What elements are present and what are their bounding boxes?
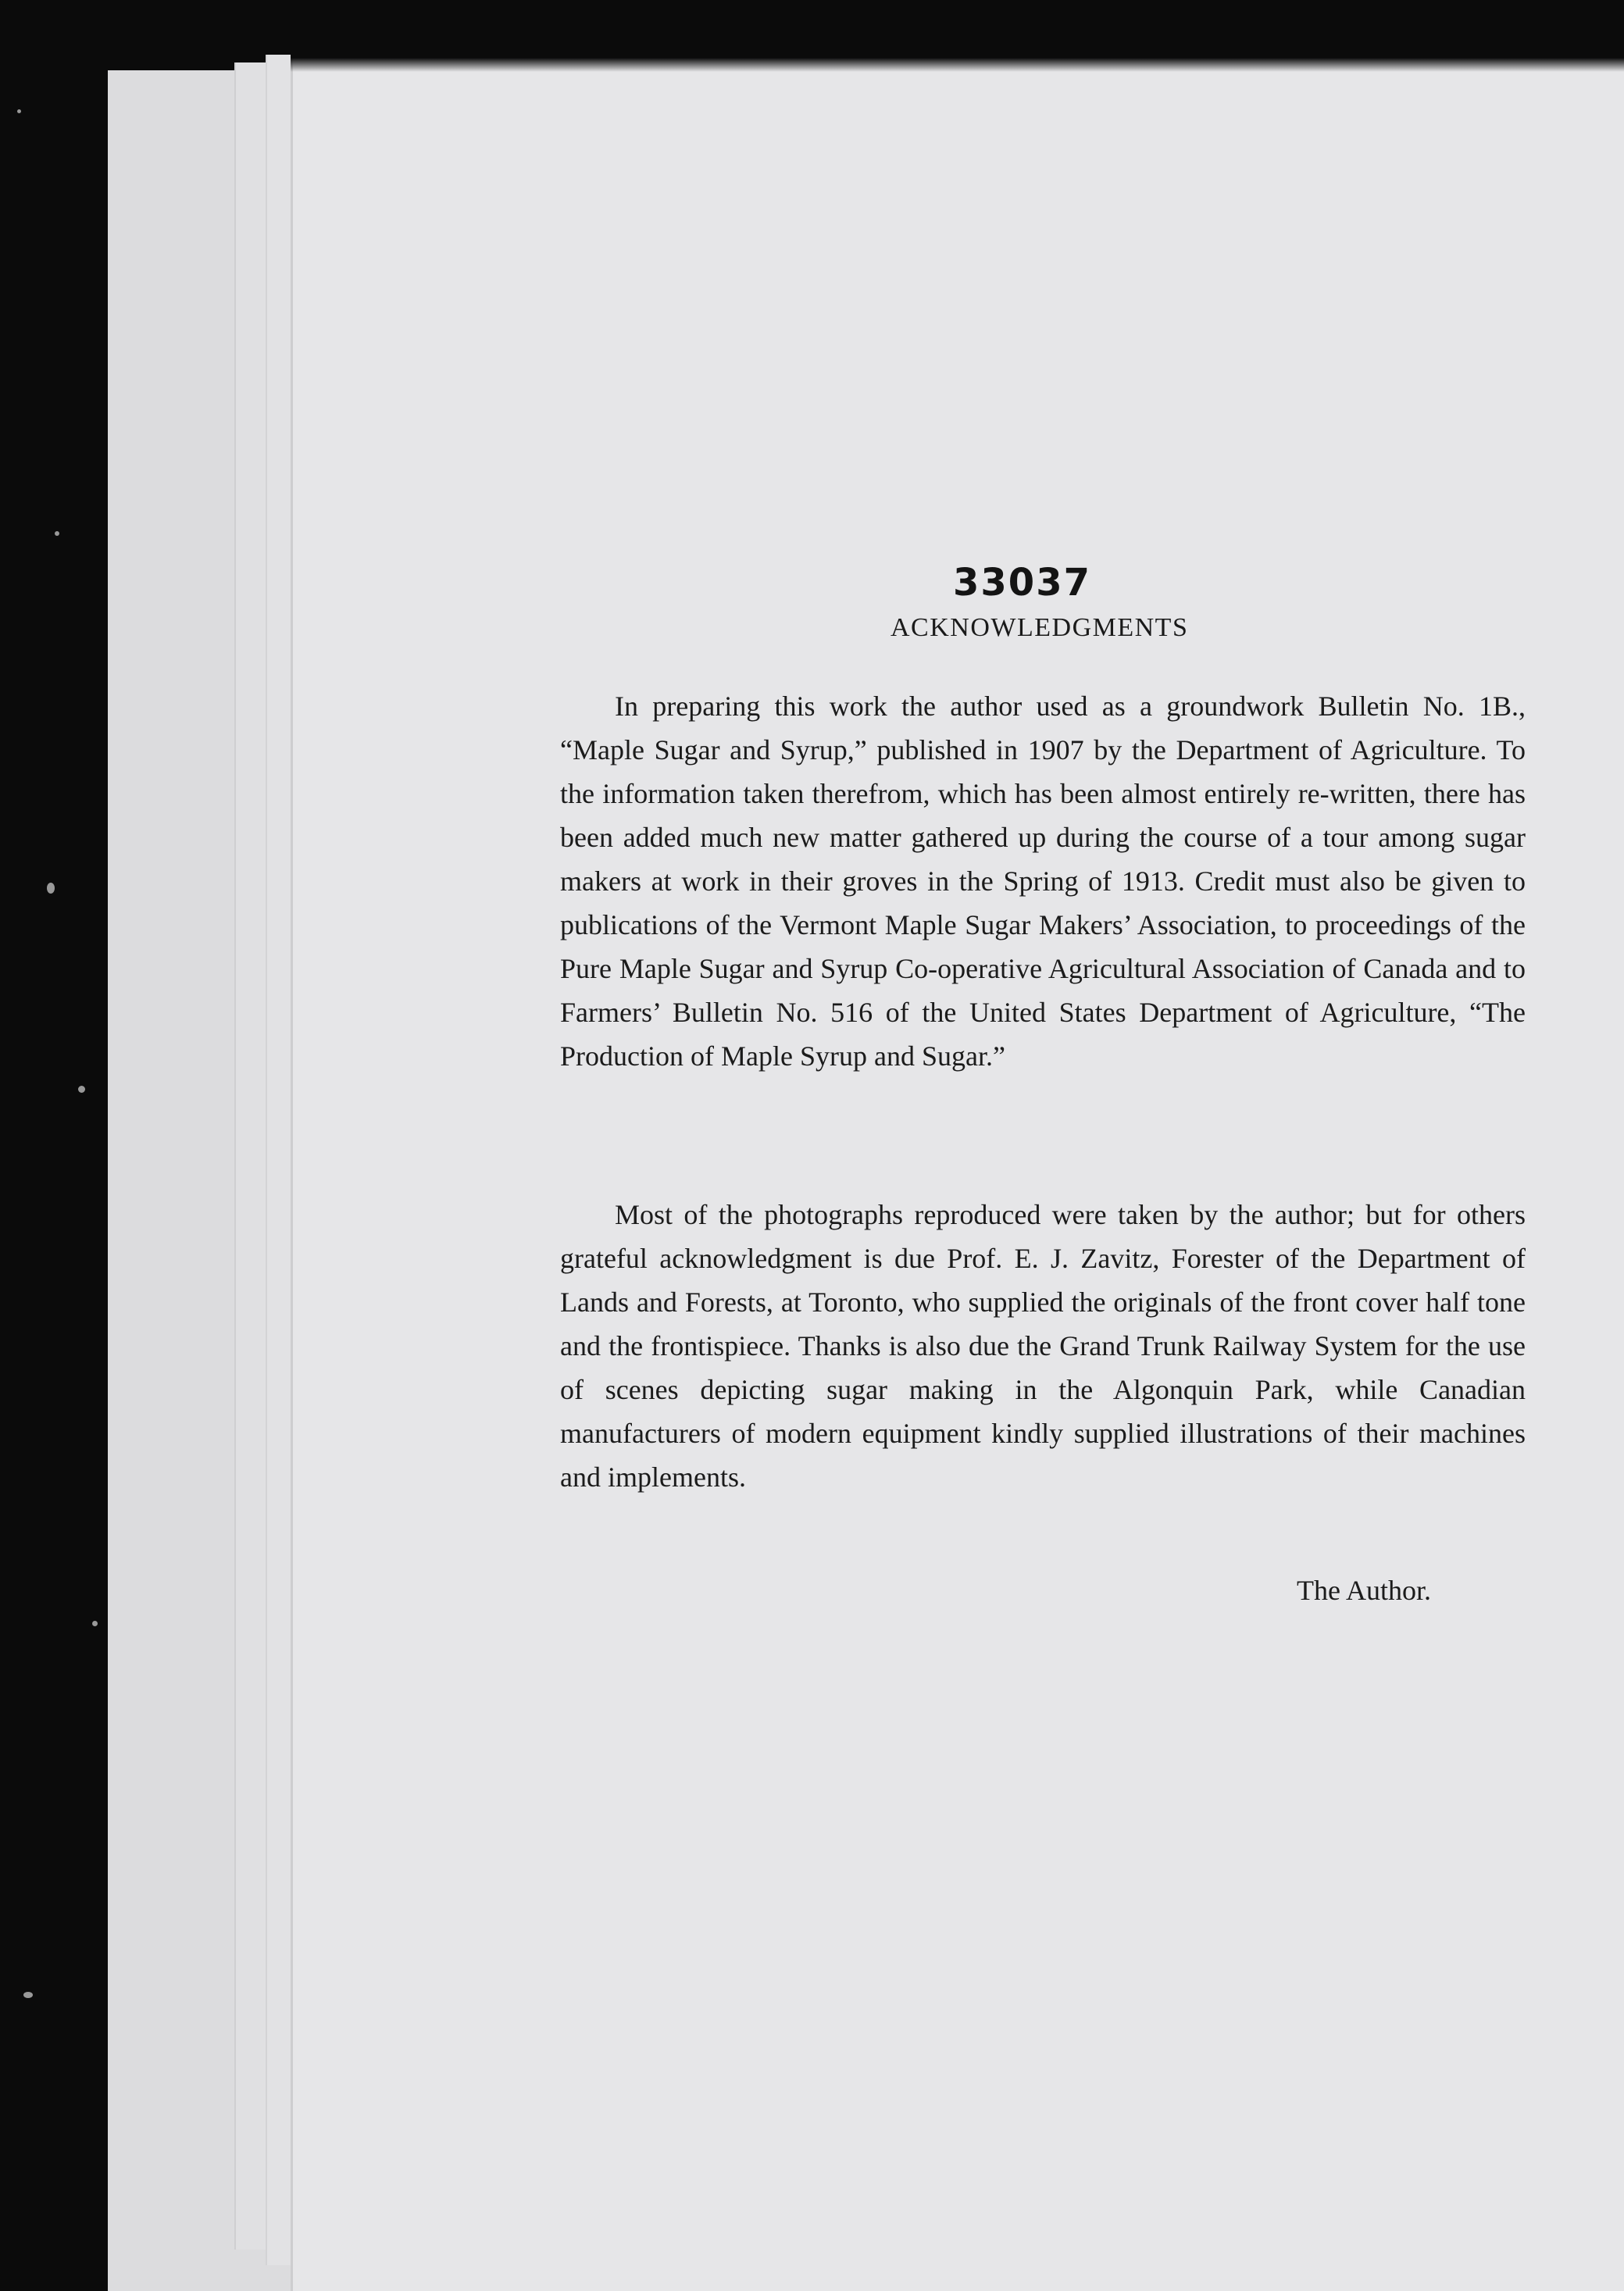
page-heading: ACKNOWLEDGMENTS [891, 613, 1189, 642]
signature: The Author. [1297, 1575, 1431, 1606]
handwritten-catalog-number: 33037 [953, 561, 1091, 605]
paragraph: In preparing this work the author used as a groundwork Bulletin No. 1B., “Maple Sugar and Syrup,” published in 1907 by the Department of Agriculture. To the information taken therefrom, which has been almost entirely re-written, there has been added much new matter gathered up during the course of a tour among sugar makers at work in their groves in the Spring of 1913. Credit must also be given to publications of the Vermont Maple Sugar Makers’ Association, to proceedings of the Pure Maple Sugar and Syrup Co-operative Agricultural Association of Canada and to Farmers’ Bulletin No. 516 of the United States Department of Agriculture, “The Production of Maple Syrup and Sugar.” [560, 691, 1526, 1072]
paragraph: Most of the photographs reproduced were taken by the author; but for others grateful acknowledgment is due Prof. E. J. Zavitz, Forester of the Department of Lands and Forests, at Toronto, who supplied the originals of the front cover half tone and the frontispiece. Thanks is also due the Grand Trunk Railway System for the use of scenes depicting sugar making in the Algonquin Park, while Canadian manufacturers of modern equipment kindly supplied illustrations of their machines and implements. [560, 1199, 1526, 1493]
